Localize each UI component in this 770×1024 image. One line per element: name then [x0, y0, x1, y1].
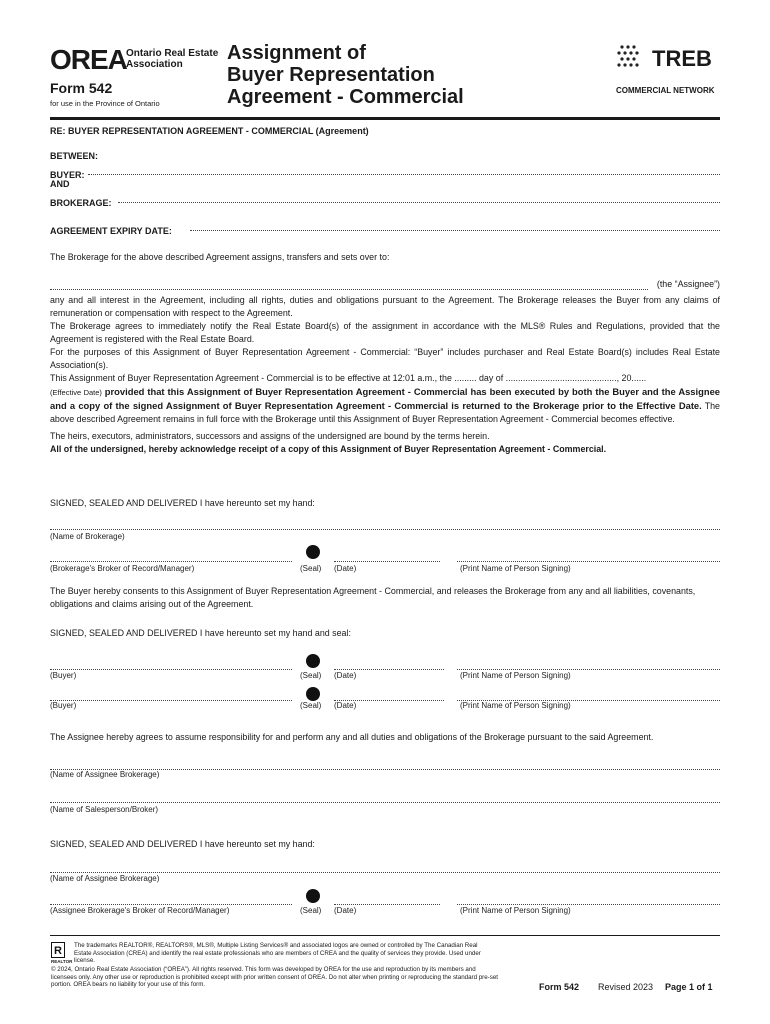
treb-dots-icon	[616, 44, 646, 70]
signed-hand-seal: SIGNED, SEALED AND DELIVERED I have hereunto set my hand and seal:	[50, 628, 351, 638]
treb-subtitle: COMMERCIAL NETWORK	[616, 86, 715, 95]
signed-hand-2: SIGNED, SEALED AND DELIVERED I have hereunto set my hand:	[50, 839, 315, 849]
assignee-brokerage-field-2[interactable]	[50, 864, 720, 873]
date-label: (Date)	[334, 671, 357, 680]
orea-logo	[50, 44, 127, 76]
print-name-label: (Print Name of Person Signing)	[460, 701, 571, 710]
assignee-broker-record-field[interactable]	[50, 896, 292, 905]
copyright-notice: © 2024, Ontario Real Estate Association (“OREA”). All rights reserved. This form was developed by OREA for the use and reproduction by its members and licensees only. Any other use or reproduction is prohibited except with prior written consent of OREA. Do not alter when printing or reproducing the standard pre-set portion. OREA bears no liability for your use of this form.	[51, 966, 498, 988]
seal-icon	[306, 654, 320, 668]
buyer-label: BUYER:	[50, 170, 85, 180]
expiry-row	[50, 221, 720, 236]
assignee-date-field[interactable]	[334, 896, 440, 905]
name-of-brokerage-label: (Name of Brokerage)	[50, 532, 125, 541]
para-interest: any and all interest in the Agreement, including all rights, duties and obligations pursuant to the Agreement. The Brokerage releases the Buyer from any claims of remuneration or compensation with respect to the Agreement.	[50, 295, 720, 318]
para-conditions	[50, 385, 720, 426]
salesperson-field[interactable]	[50, 794, 720, 803]
title-line3: Agreement - Commercial	[227, 86, 464, 108]
buyer1-print-name-field[interactable]	[457, 661, 720, 670]
broker-of-record-label: (Brokerage's Broker of Record/Manager)	[50, 564, 195, 573]
buyer2-signature-field[interactable]	[50, 692, 292, 701]
assignee-brokerage-label: (Name of Assignee Brokerage)	[50, 770, 160, 779]
seal-label: (Seal)	[300, 671, 322, 680]
expiry-label: AGREEMENT EXPIRY DATE:	[50, 226, 172, 236]
buyer2-date-field[interactable]	[334, 692, 444, 701]
print-name-field[interactable]	[457, 553, 720, 562]
para-acknowledge: All of the undersigned, hereby acknowledge receipt of a copy of this Assignment of Buyer Representation Agreement - Commercial.	[50, 444, 607, 454]
seal-icon	[306, 889, 320, 903]
print-name-label: (Print Name of Person Signing)	[460, 671, 571, 680]
buyer2-print-name-field[interactable]	[457, 692, 720, 701]
footer-page: Page 1 of 1	[665, 982, 713, 992]
header-rule	[50, 117, 720, 120]
buyer-consent: The Buyer hereby consents to this Assignment of Buyer Representation Agreement - Commercial, and releases the Brokerage from any and all liabilities, covenants, obligations and claims arising out of the Agreement.	[50, 586, 696, 609]
conditions-rest: The above described Agreement remains in full force with the Brokerage until this Assignment of Buyer Representation Agreement - Commercial becomes effective.	[50, 401, 720, 424]
between-label: BETWEEN:	[50, 151, 98, 161]
seal-icon	[306, 545, 320, 559]
assignee-agrees: The Assignee hereby agrees to assume responsibility for and perform any and all duties and obligations of the Brokerage pursuant to the said Agreement.	[50, 732, 654, 742]
footer-form-number: Form 542	[539, 982, 580, 992]
date-field[interactable]	[334, 553, 440, 562]
buyer1-label: (Buyer)	[50, 671, 77, 680]
print-name-label: (Print Name of Person Signing)	[460, 906, 571, 915]
signed-hand-1: SIGNED, SEALED AND DELIVERED I have hereunto set my hand:	[50, 498, 315, 508]
brokerage-field[interactable]	[118, 193, 720, 203]
realtor-r-icon	[51, 942, 65, 958]
date-label: (Date)	[334, 701, 357, 710]
date-label: (Date)	[334, 564, 357, 573]
brokerage-row	[50, 193, 720, 208]
form-title	[227, 42, 464, 108]
agreement-paragraphs	[50, 294, 720, 456]
trademark-notice: The trademarks REALTOR®, REALTORS®, MLS®, Multiple Listing Services® and associated logos are owned or controlled by The Canadian Real Estate Association (CREA) and identify the real estate professionals who are members of CREA and the quality of services they provide. Used under license.	[74, 942, 481, 964]
realtor-logo	[51, 942, 71, 964]
re-line: RE: BUYER REPRESENTATION AGREEMENT - COMMERCIAL (Agreement)	[50, 126, 369, 136]
conditions-bold: provided that this Assignment of Buyer Representation Agreement - Commercial has been executed by both the Buyer and the Assignee and a copy of the signed Assignment of Buyer Representation Agreement - Commercial is returned to the Brokerage prior to the Effective Date.	[50, 386, 720, 411]
para-definitions: For the purposes of this Assignment of Buyer Representation Agreement - Commercial: “Buyer” includes purchaser and Real Estate Board(s) includes Real Estate Association(s).	[50, 347, 720, 370]
footer-revised: Revised 2023	[598, 982, 654, 992]
and-label: AND	[50, 179, 70, 189]
effective-date-label: (Effective Date)	[50, 388, 102, 397]
buyer-field[interactable]	[88, 165, 720, 175]
assignee-field[interactable]	[50, 280, 648, 290]
buyer1-signature-field[interactable]	[50, 661, 292, 670]
seal-label: (Seal)	[300, 564, 322, 573]
association-line2: Association	[126, 59, 183, 70]
name-of-brokerage-field[interactable]	[50, 521, 720, 530]
orea-logo-text: OREA	[50, 44, 127, 75]
brokerage-label: BROKERAGE:	[50, 198, 112, 208]
para-heirs: The heirs, executors, administrators, successors and assigns of the undersigned are bound by the terms herein.	[50, 431, 490, 441]
association-name	[126, 48, 218, 70]
treb-text: TREB	[652, 46, 712, 71]
seal-icon	[306, 687, 320, 701]
title-line2: Buyer Representation	[227, 64, 435, 86]
assignee-row	[50, 280, 720, 292]
association-line1: Ontario Real Estate	[126, 48, 219, 59]
buyer1-date-field[interactable]	[334, 661, 444, 670]
para-notify: The Brokerage agrees to immediately notify the Real Estate Board(s) of the assignment in accordance with the MLS® Rules and Regulations, provided that the Agreement is registered with the Real Estate Board.	[50, 321, 720, 344]
form-number: Form 542	[50, 80, 113, 96]
broker-of-record-field[interactable]	[50, 553, 292, 562]
para-effective: This Assignment of Buyer Representation Agreement - Commercial is to be effective at 12:01 a.m., the ......... day of ............................................., 20......	[50, 373, 647, 383]
expiry-field[interactable]	[190, 221, 720, 231]
assignee-brokerage-field[interactable]	[50, 761, 720, 770]
buyer2-label: (Buyer)	[50, 701, 77, 710]
assignee-brokerage-label-2: (Name of Assignee Brokerage)	[50, 874, 160, 883]
svg-text:R: R	[54, 945, 62, 957]
realtor-mark-text: REALTOR	[51, 959, 73, 964]
assignee-broker-record-label: (Assignee Brokerage's Broker of Record/Manager)	[50, 906, 230, 915]
salesperson-label: (Name of Salesperson/Broker)	[50, 805, 159, 814]
seal-label: (Seal)	[300, 906, 322, 915]
title-line1: Assignment of	[227, 42, 366, 64]
assignee-print-name-field[interactable]	[457, 896, 720, 905]
province-note: for use in the Province of Ontario	[50, 99, 160, 108]
date-label: (Date)	[334, 906, 357, 915]
assignee-suffix: (the “Assignee”)	[656, 279, 720, 289]
assign-intro: The Brokerage for the above described Agreement assigns, transfers and sets over to:	[50, 252, 390, 262]
print-name-label: (Print Name of Person Signing)	[460, 564, 571, 573]
buyer-row	[50, 165, 720, 180]
seal-label: (Seal)	[300, 701, 322, 710]
footer-rule	[50, 935, 720, 936]
